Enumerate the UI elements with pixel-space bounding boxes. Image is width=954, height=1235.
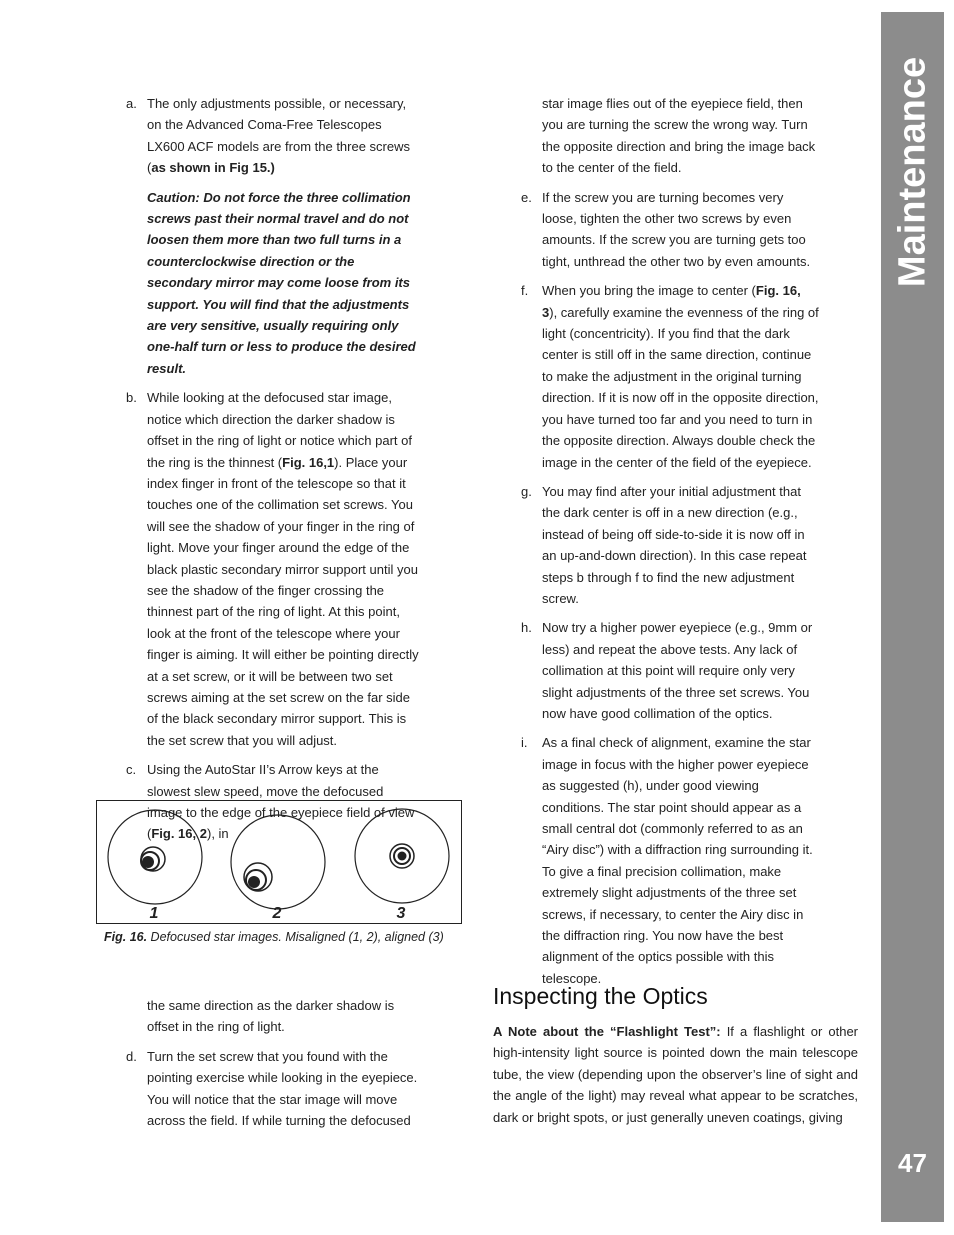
item-bold: as shown in Fig 15.) bbox=[151, 160, 275, 176]
figure-label-3: 3 bbox=[396, 905, 406, 922]
item-text: ), in bbox=[206, 826, 229, 842]
item-text: Using the AutoStar II’s Arrow keys at the slowest slew speed, move the defocused image to the edge of the eyepiece field of view ( bbox=[147, 762, 415, 842]
item-text: As a final check of alignment, examine the star image in focus with the higher power eyepiece as suggested (h), under good viewing conditions. The star point should appear as a small central dot (commonly referred to as an “Airy disc”) with a diffraction ring surrounding it. To give a final precision collimation, make extremely slight adjustments of the three set screws, if necessary, to center the Airy disc in the diffraction ring. You now have the best alignment of the optics possible with this telescope. bbox=[542, 735, 813, 986]
list-item-b bbox=[126, 387, 422, 751]
list-item-c-continued bbox=[126, 995, 422, 1038]
figure-caption bbox=[104, 930, 444, 944]
list-item-e bbox=[521, 187, 819, 273]
caution-note: Caution: Do not force the three collimation screws past their normal travel and do not loosen them more than two full turns in a counterclockwise direction or the secondary mirror may come loose from its support. You will find that the adjustments are very sensitive, usually requiring only one-half turn or less to produce the desired result. bbox=[147, 189, 416, 376]
figure-label-2: 2 bbox=[272, 905, 282, 922]
item-bold: Fig. 16, 3 bbox=[542, 283, 801, 320]
star-image-1 bbox=[108, 810, 202, 904]
caption-text: Defocused star images. Misaligned (1, 2), aligned (3) bbox=[147, 930, 444, 944]
list-item-d bbox=[126, 1046, 422, 1132]
item-label: g. bbox=[521, 483, 532, 499]
item-label: h. bbox=[521, 620, 532, 636]
item-label: i. bbox=[521, 735, 528, 751]
item-text: You may find after your initial adjustment that the dark center is off in a new direction (e.g., instead of being off side-to-side it is now off in an up-and-down direction). In this case repeat steps b through f to find the new adjustment screw. bbox=[542, 483, 807, 606]
item-text: ), carefully examine the evenness of the ring of light (concentricity). If you find that the dark center is still off in the same direction, continue to make the adjustment in the original turning direction. If it is now off in the opposite direction, you have turned too far and you need to turn in the opposite direction. Always double check the image in the center of the field of the eyepiece. bbox=[542, 304, 819, 470]
page-number: 47 bbox=[898, 1148, 927, 1178]
list-item-a bbox=[126, 93, 422, 379]
item-text: While looking at the defocused star image, notice which direction the darker shadow is offset in the ring of light or notice which part of the ring is the thinnest ( bbox=[147, 390, 412, 470]
item-text: The only adjustments possible, or necessary, on the Advanced Coma-Free Telescopes LX600 ACF models are from the three screws ( bbox=[147, 96, 411, 176]
left-column-bottom bbox=[126, 995, 422, 1139]
item-label: e. bbox=[521, 189, 532, 205]
item-label: b. bbox=[126, 390, 137, 406]
list-item-g bbox=[521, 481, 819, 609]
item-text: If the screw you are turning becomes very loose, tighten the other two screws by even amounts. If the screw you are turning gets too tight, unthread the other two by even amounts. bbox=[542, 189, 811, 269]
item-text: ). Place your index finger in front of the telescope so that it touches one of the collimation set screws. You will see the shadow of your finger in the ring of light. Move your finger around the edge of the black plastic secondary mirror support until you see the shadow of the finger crossing the thinnest part of the ring of light. At this point, look at the front of the telescope where your finger is aiming. It will either be pointing directly at a set screw, or it will be between two set screws aiming at the set screw on the far side of the black secondary mirror support. This is the set screw that you will adjust. bbox=[147, 454, 419, 748]
figure-label-1: 1 bbox=[149, 905, 159, 922]
item-label: a. bbox=[126, 96, 137, 111]
list-item-f bbox=[521, 280, 819, 473]
list-item-d-continued bbox=[521, 93, 819, 179]
right-column bbox=[521, 93, 819, 997]
defocused-star-images bbox=[97, 801, 461, 923]
lead-bold: A Note about the “Flashlight Test”: bbox=[493, 1024, 721, 1039]
item-text: Turn the set screw that you found with the pointing exercise while looking in the eyepiece. You will notice that the star image will move across the field. If while turning the defocused bbox=[147, 1048, 418, 1129]
paragraph-text: If a flashlight or other high-intensity light source is pointed down the main telescope tube, the view (depending upon the observer’s line of sight and the angle of the light) may reveal what appear to be scratches, dark or bright spots, or just generally uneven coatings, giving bbox=[493, 1024, 859, 1125]
item-text: star image flies out of the eyepiece field, then you are turning the screw the wrong way. Turn the opposite direction and bring the image back to the center of the field. bbox=[542, 96, 816, 176]
list-item-h bbox=[521, 617, 819, 724]
item-text: When you bring the image to center ( bbox=[542, 283, 756, 299]
left-column-top bbox=[126, 93, 422, 853]
section-title: Maintenance bbox=[891, 56, 933, 288]
section-heading: Inspecting the Optics bbox=[493, 983, 708, 1009]
flashlight-test-paragraph bbox=[493, 1021, 858, 1128]
item-bold: Fig. 16, 2 bbox=[151, 826, 207, 842]
sidebar-title bbox=[881, 12, 944, 312]
list-item-i bbox=[521, 732, 819, 989]
figure-16 bbox=[96, 800, 462, 924]
caption-bold: Fig. 16. bbox=[104, 930, 148, 944]
star-image-2 bbox=[231, 815, 325, 909]
item-text: Now try a higher power eyepiece (e.g., 9mm or less) and repeat the above tests. Any lack of collimation at this point will require only very slight adjustments of the three set screws. You now have good collimation of the optics. bbox=[542, 620, 813, 721]
item-label: d. bbox=[126, 1048, 137, 1064]
item-text: the same direction as the darker shadow is offset in the ring of light. bbox=[147, 998, 395, 1035]
item-label: f. bbox=[521, 283, 529, 299]
item-label: c. bbox=[126, 762, 137, 778]
item-bold: Fig. 16,1 bbox=[282, 454, 335, 470]
star-image-3 bbox=[355, 809, 449, 903]
